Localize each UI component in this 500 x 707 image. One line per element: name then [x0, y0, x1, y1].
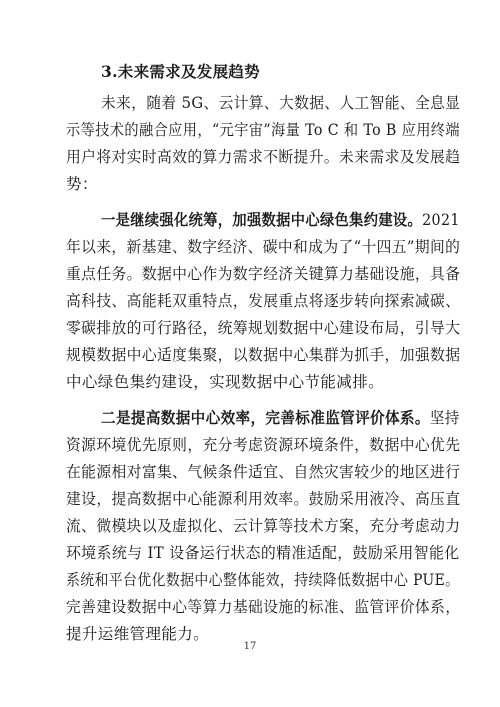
- paragraph-2-line: 零碳排放的可行路径，统筹规划数据中心建设布局，引导大: [66, 319, 461, 337]
- paragraph-3-line: 资源环境优先原则，充分考虑资源环境条件，数据中心优先: [66, 436, 461, 454]
- paragraph-3-line: 提升运维管理能力。: [66, 625, 210, 643]
- paragraph-3-lead-tail: 坚持: [429, 409, 460, 427]
- paragraph-3-line: 在能源相对富集、气候条件适宜、自然灾害较少的地区进行: [66, 463, 461, 481]
- paragraph-1-line: 未来，随着 5G、云计算、大数据、人工智能、全息显: [101, 94, 461, 112]
- paragraph-3-line: 环境系统与 IT 设备运行状态的精准适配，鼓励采用智能化: [66, 544, 460, 562]
- paragraph-3-lead: 二是提高数据中心效率，完善标准监管评价体系。: [101, 408, 430, 427]
- paragraph-2-lead: 一是继续强化统筹，加强数据中心绿色集约建设。: [101, 210, 423, 229]
- paragraph-2-line: 中心绿色集约建设，实现数据中心节能减排。: [66, 373, 385, 391]
- page-number: 17: [243, 641, 257, 652]
- paragraph-3-line: 建设，提高数据中心能源利用效率。鼓励采用液冷、高压直: [66, 490, 461, 508]
- paragraph-1-line: 势：: [66, 175, 98, 193]
- paragraph-3-lead-line: [101, 406, 460, 430]
- section-heading: 3.未来需求及发展趋势: [101, 62, 260, 81]
- paragraph-2-lead-line: [101, 208, 460, 232]
- paragraph-1-line: 用户将对实时高效的算力需求不断提升。未来需求及发展趋: [66, 148, 461, 166]
- paragraph-2-line: 规模数据中心适度集聚，以数据中心集群为抓手，加强数据: [66, 346, 461, 364]
- paragraph-2-line: 年以来，新基建、数字经济、碳中和成为了“十四五”期间的: [66, 238, 461, 256]
- paragraph-2-line: 重点任务。数据中心作为数字经济关键算力基础设施，具备: [66, 265, 461, 283]
- paragraph-3-line: 系统和平台优化数据中心整体能效，持续降低数据中心 PUE。: [66, 571, 460, 589]
- paragraph-3-line: 完善建设数据中心等算力基础设施的标准、监管评价体系，: [66, 598, 461, 616]
- paragraph-3-line: 流、微模块以及虚拟化、云计算等技术方案，充分考虑动力: [66, 517, 461, 535]
- paragraph-2-lead-tail: 2021: [422, 211, 460, 229]
- paragraph-1-line: 示等技术的融合应用，“元宇宙”海量 To C 和 To B 应用终端: [66, 121, 461, 139]
- paragraph-2-line: 高科技、高能耗双重特点，发展重点将逐步转向探索减碳、: [66, 292, 461, 310]
